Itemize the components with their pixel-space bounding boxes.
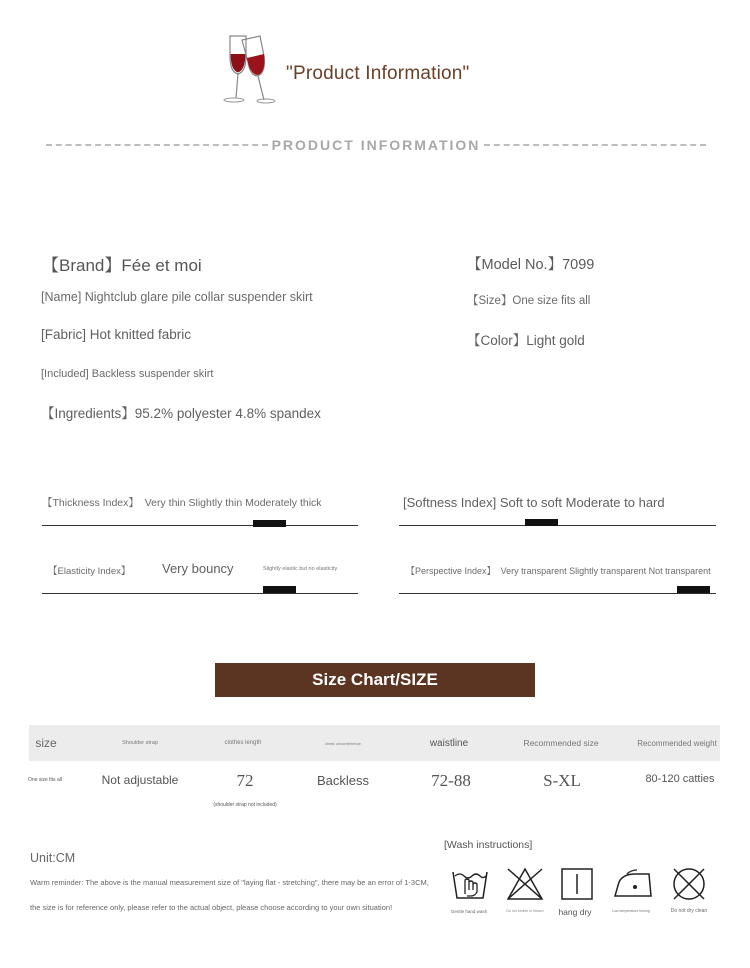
subtitle-text: PRODUCT INFORMATION [271,137,481,153]
reminder-line-2: the size is for reference only, please refer to the actual object, please choose according to your own situation! [30,903,393,912]
perspective-index-options: Very transparent Slightly transparent Not transparent [500,566,711,576]
wash-label-3: hang dry [558,907,592,917]
section-subtitle [46,137,706,153]
wash-label-4: Low temperature ironing [612,909,650,913]
wash-label-1: Gentle hand wash [450,909,488,914]
no-dry-clean-icon [671,866,707,907]
size-text: 【Size】One size fits all [467,295,591,307]
brand-text: 【Brand】Fée et moi [42,256,202,275]
elasticity-index-marker [263,586,296,593]
divider [484,144,706,146]
fabric-text: [Fabric] Hot knitted fabric [41,327,192,342]
cell-chest: Backless [316,772,370,788]
cell-clothes-length: 72 [236,771,254,790]
cell-recommended-weight: 80-120 catties [645,773,715,785]
elasticity-index-option-small: Slightly elastic but no elasticity [263,566,338,572]
included-text: [Included] Backless suspender skirt [41,368,214,380]
cell-size: One size fits all [28,777,62,783]
perspective-index-marker [677,586,710,593]
softness-index-options: Soft to soft Moderate to hard [499,495,665,510]
divider [46,144,268,146]
th-recommended-size: Recommended size [523,738,599,748]
perspective-index-scale [399,593,716,594]
wash-label-5: Do not dry clean [670,908,708,914]
thickness-index-scale [42,525,358,526]
thickness-index-options: Very thin Slightly thin Moderately thick [144,497,322,509]
color-text: 【Color】Light gold [467,333,585,348]
softness-index-marker [525,519,558,526]
elasticity-index-label: 【Elasticity Index】 [48,566,131,577]
model-text: 【Model No.】7099 [467,257,595,273]
size-chart-banner: Size Chart/SIZE [215,663,535,697]
wash-title: [Wash instructions] [444,839,533,851]
elasticity-index-scale [42,593,358,594]
reminder-line-1: Warm reminder: The above is the manual measurement size of "laying flat - stretching", there may be an error of 1-3CM, [30,878,429,887]
th-size: size [35,736,57,750]
low-temp-iron-icon [613,868,653,905]
hand-wash-icon [451,866,489,907]
softness-index-label: [Softness Index] Soft to soft Moderate to hard [403,495,665,510]
th-clothes-length: clothes length [224,740,262,746]
perspective-index-label: 【Perspective Index】 Very transparent Slightly transparent Not transparent [406,566,711,576]
hang-dry-icon [561,868,593,905]
cell-shoulder-strap: Not adjustable [101,773,179,787]
no-tumble-bleach-icon [506,866,544,907]
th-chest: chest circumference [325,740,361,746]
elasticity-index-option-main: Very bouncy [162,561,234,576]
wine-glasses-icon [216,30,280,106]
wash-label-2: Do not tumble or bleach [506,909,544,913]
size-table-header [29,725,720,761]
thickness-index-label: 【Thickness Index】 Very thin Slightly thin Moderately thick [42,497,322,509]
cell-recommended-size: S-XL [543,771,581,790]
th-recommended-weight: Recommended weight [637,738,717,748]
cell-waistline: 72-88 [431,771,471,790]
th-shoulder-strap: Shoulder strap [122,740,158,746]
thickness-index-marker [253,520,286,527]
ingredients-text: 【Ingredients】95.2% polyester 4.8% spandex [41,406,321,421]
page-title: "Product Information" [286,63,470,84]
name-text: [Name] Nightclub glare pile collar suspender skirt [41,290,313,304]
unit-text: Unit:CM [30,851,76,865]
cell-length-note: (shoulder strap not included) [213,802,277,808]
th-waistline: waistline [429,737,469,749]
